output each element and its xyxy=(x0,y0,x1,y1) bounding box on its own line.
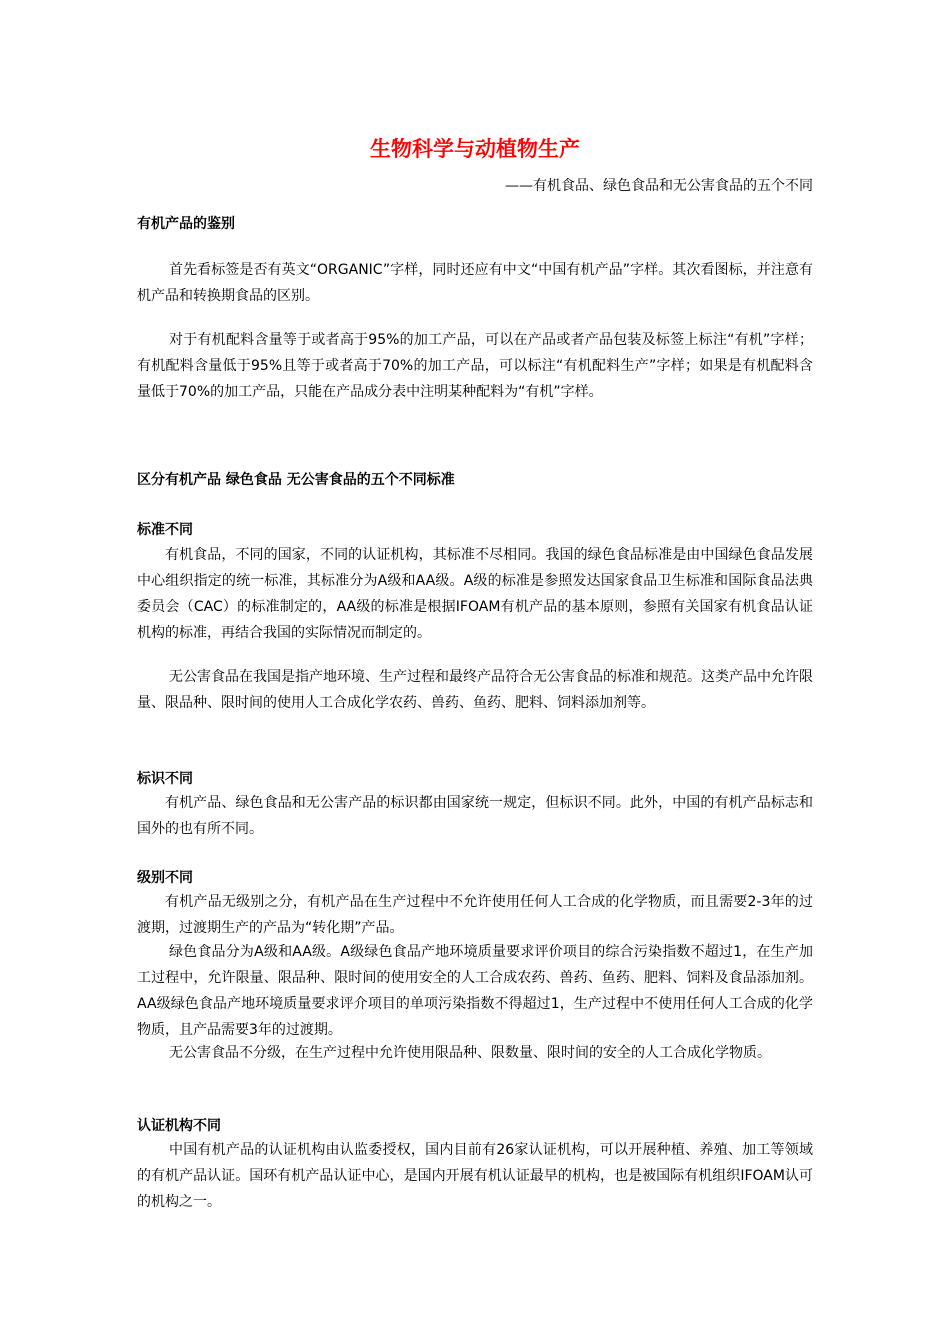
paragraph: 绿色食品分为A级和AA级。A级绿色食品产地环境质量要求评价项目的综合污染指数不超过1，在生产加工过程中，允许限量、限品种、限时间的使用安全的人工合成农药、兽药、鱼药、肥料、饲料及食品添加剂。AA级绿色食品产地环境质量要求评介项目的单项污染指数不得超过1，生产过程中不使用任何人工合成的化学物质，且产品需要3年的过渡期。 xyxy=(137,944,813,1038)
section-heading-five-differences: 区分有机产品 绿色食品 无公害食品的五个不同标准 xyxy=(137,472,455,488)
document-title: 生物科学与动植物生产 xyxy=(370,137,580,161)
paragraph: 无公害食品不分级，在生产过程中允许使用限品种、限数量、限时间的安全的人工合成化学物质。 xyxy=(169,1045,771,1061)
paragraph: 无公害食品在我国是指产地环境、生产过程和最终产品符合无公害食品的标准和规范。这类产品中允许限量、限品种、限时间的使用人工合成化学农药、兽药、鱼药、肥料、饲料添加剂等。 xyxy=(137,669,813,711)
paragraph: 首先看标签是否有英文“ORGANIC”字样，同时还应有中文“中国有机产品”字样。其次看图标，并注意有机产品和转换期食品的区别。 xyxy=(137,262,813,304)
subheading-labels: 标识不同 xyxy=(137,771,193,787)
paragraph: 有机产品无级别之分，有机产品在生产过程中不允许使用任何人工合成的化学物质，而且需要2-3年的过渡期，过渡期生产的产品为“转化期”产品。 xyxy=(137,894,813,936)
document-subtitle: ——有机食品、绿色食品和无公害食品的五个不同 xyxy=(505,178,813,194)
paragraph: 中国有机产品的认证机构由认监委授权，国内目前有26家认证机构，可以开展种植、养殖、加工等领域的有机产品认证。国环有机产品认证中心，是国内开展有机认证最早的机构，也是被国际有机组织IFOAM认可的机构之一。 xyxy=(137,1142,813,1210)
subheading-grades: 级别不同 xyxy=(137,870,193,886)
paragraph: 有机产品、绿色食品和无公害产品的标识都由国家统一规定，但标识不同。此外，中国的有机产品标志和国外的也有所不同。 xyxy=(137,795,813,837)
section-heading-organic-identification: 有机产品的鉴别 xyxy=(137,216,235,232)
subheading-certification: 认证机构不同 xyxy=(137,1118,221,1134)
paragraph: 有机食品，不同的国家，不同的认证机构，其标准不尽相同。我国的绿色食品标准是由中国绿色食品发展中心组织指定的统一标准，其标准分为A级和AA级。A级的标准是参照发达国家食品卫生标准和国际食品法典委员会（CAC）的标准制定的，AA级的标准是根据IFOAM有机产品的基本原则，参照有关国家有机食品认证机构的标准，再结合我国的实际情况而制定的。 xyxy=(137,547,813,641)
subheading-standards: 标准不同 xyxy=(137,522,193,538)
paragraph: 对于有机配料含量等于或者高于95%的加工产品，可以在产品或者产品包装及标签上标注“有机”字样；有机配料含量低于95%且等于或者高于70%的加工产品，可以标注“有机配料生产”字样；如果是有机配料含量低于70%的加工产品，只能在产品成分表中注明某种配料为“有机”字样。 xyxy=(137,332,813,400)
